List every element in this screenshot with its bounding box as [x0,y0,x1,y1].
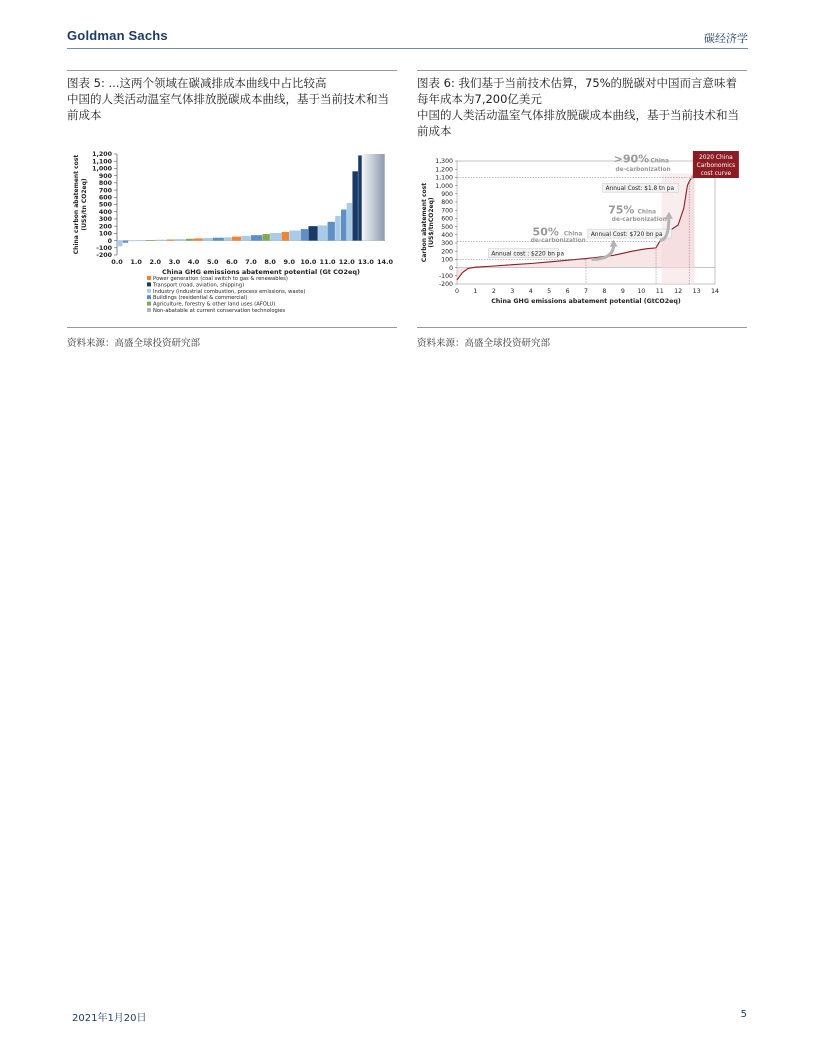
x-tick-label: 0 [454,288,460,295]
cost-bar-12 [224,237,231,240]
x-tick-label: 1 [473,288,478,295]
legend-label-1: Transport (road, aviation, shipping) [153,282,245,289]
x-tick-label: 2.0 [149,258,162,266]
pct-50-decarb: de-carbonization [530,238,586,245]
legend-label-0: Power generation (coal switch to gas & renewables) [153,276,288,282]
cost-bar-3 [136,240,145,241]
legend-swatch-5 [147,308,151,312]
y-tick-label: 300 [98,216,112,224]
x-tick-label: 9 [620,288,625,295]
y-tick-label: 400 [98,208,112,216]
x-tick-label: 5.0 [206,258,219,266]
y-tick-label: 1,300 [435,158,453,166]
header-rule [67,48,748,49]
figure-6-title: 图表 6: 我们基于当前技术估算，75%的脱碳对中国而言意味着每年成本为7,200亿美元 [417,76,738,106]
y-tick-label: 200 [441,248,453,256]
y-tick-label: 500 [98,201,112,209]
y-tick-label: 600 [98,194,112,202]
legend-label-4: Agriculture, forestry & other land uses (AFOLU) [153,301,276,308]
y-tick-label: 1,200 [92,151,112,159]
y-tick-label: 1,100 [92,158,112,166]
legend-swatch-4 [147,302,151,306]
x-axis-label: China GHG emissions abatement potential (GtCO2eq) [491,298,681,305]
x-tick-label: 11 [655,288,664,295]
y-tick-label: -200 [96,252,112,260]
pct-50-china: China [563,231,583,238]
cost-bar-28 [358,155,362,240]
cost-bar-20 [301,229,308,241]
pct-75-decarb: de-carbonization [611,216,667,223]
y-tick-label: 300 [441,240,453,248]
figure-5-source: 资料来源：高盛全球投资研究部 [67,338,201,349]
arrow-50-head [610,240,618,247]
cost-bar-24 [335,216,340,241]
y-axis-label-line-1: China carbon abatement cost [73,154,80,255]
figure-5-top-rule [67,70,397,71]
x-tick-label: 7.0 [245,258,257,266]
cost-bar-1 [123,241,128,243]
cost-bar-26 [347,203,352,241]
y-tick-label: 800 [98,180,112,188]
cost-bar-9 [194,238,203,240]
cost-bar-5 [155,240,166,241]
y-tick-label: -100 [438,273,453,280]
y-axis-label-line-1: Carbon abatement cost [421,182,428,263]
figure-6-source: 资料来源：高盛全球投资研究部 [417,338,551,349]
x-tick-label: 10 [637,288,646,295]
pct-75: 75% [608,203,635,217]
legend-swatch-1 [147,282,151,286]
figure-5-source-rule [67,327,397,328]
badge-line-1: 2020 China [699,155,733,161]
y-tick-label: 500 [441,223,453,231]
legend-swatch-3 [147,295,151,299]
y-tick-label: 800 [441,199,453,207]
y-tick-label: 0 [107,237,112,245]
x-tick-label: 4.0 [187,258,200,266]
cost-bar-22 [318,225,327,240]
x-tick-label: 14 [710,288,720,295]
cost-bar-4 [146,240,155,241]
cost-bar-7 [174,239,185,240]
cost-bar-18 [282,232,289,241]
x-tick-label: 2 [491,288,496,295]
brand-name: Goldman Sachs [67,28,168,43]
cost-bar-15 [251,235,262,240]
x-tick-label: 13 [692,288,701,295]
series-name: 碳经济学 [704,32,748,45]
y-tick-label: 1,100 [435,174,453,182]
cost-bar-2 [128,241,135,242]
y-tick-label: 0 [449,264,453,272]
legend-label-5: Non-abatable at current conservation technologies [153,308,286,314]
x-tick-label: 13.0 [357,258,374,266]
x-tick-label: 12 [674,288,683,295]
x-tick-label: 6.0 [226,258,238,266]
page-number: 5 [740,1009,747,1020]
x-tick-label: 10.0 [300,258,317,266]
y-tick-label: 400 [441,232,453,239]
cost-bar-13 [232,237,241,241]
cost-bar-0 [117,241,122,247]
badge-line-3: cost curve [700,171,732,177]
pct-75-china: China [637,209,657,216]
y-tick-label: 900 [441,191,453,198]
y-tick-label: 1,000 [435,182,453,190]
pct-50: 50% [532,225,559,239]
x-tick-label: 8 [602,288,607,295]
figure-6-panel [417,70,747,139]
x-tick-label: 3.0 [168,258,181,266]
x-tick-label: 5 [547,288,552,295]
figure-5-title: 图表 5: ...这两个领域在碳减排成本曲线中占比较高 [67,76,327,90]
figure-6-top-rule [417,70,747,71]
cost-bar-14 [241,236,250,241]
footer-date: 2021年1月20日 [72,1013,147,1024]
x-tick-label: 12.0 [338,258,355,266]
y-tick-label: -200 [438,281,453,289]
x-tick-label: 9.0 [283,258,296,266]
figure-5-panel [67,70,397,123]
cost-bar-21 [308,226,317,240]
x-tick-label: 14.0 [376,258,394,266]
cost-bar-29 [362,154,385,241]
badge-line-2: Carbonomics [696,163,736,169]
y-tick-label: 700 [98,187,112,195]
cost-bar-25 [341,210,346,241]
figure-6-source-rule [417,327,747,328]
annual-cost-18: Annual Cost: $1.8 tn pa [605,185,675,192]
y-tick-label: 600 [441,215,453,223]
cost-bar-23 [328,222,335,241]
x-tick-label: 4 [528,288,533,295]
figure-6-chart [417,148,747,325]
legend-label-2: Industry (industrial combustion, process emissions, waste) [153,288,306,295]
y-tick-label: 200 [98,223,112,231]
y-tick-label: -100 [96,244,112,252]
y-axis-label-line-2: (US$/tnCO2eq) [428,197,435,248]
figure-5-chart [67,140,397,325]
x-tick-label: 7 [583,288,589,295]
figure-6-subtitle: 中国的人类活动温室气体排放脱碳成本曲线，基于当前技术和当前成本 [417,108,739,138]
cost-bar-11 [213,238,224,241]
cost-bar-19 [289,230,300,240]
figure-5-subtitle: 中国的人类活动温室气体排放脱碳成本曲线，基于当前技术和当前成本 [67,92,389,122]
x-tick-label: 3 [510,288,515,295]
y-axis-label-line-2: (US$/tn CO2eq) [81,178,88,231]
cost-bar-17 [270,233,281,241]
x-tick-label: 0.0 [111,258,123,266]
cost-bar-10 [203,238,212,241]
legend-swatch-0 [147,276,151,280]
cost-bar-16 [262,234,269,240]
annual-cost-720: Annual Cost: $720 bn pa [590,231,663,238]
cost-bar-27 [352,171,357,240]
x-axis-label: China GHG emissions abatement potential (Gt CO2eq) [162,268,360,276]
cost-bar-6 [167,239,174,240]
y-tick-label: 1,000 [92,165,112,173]
y-tick-label: 100 [98,230,112,238]
y-tick-label: 100 [441,256,453,264]
annual-cost-220: Annual cost : $220 bn pa [491,251,565,258]
pct-90-decarb: de-carbonization [615,166,671,173]
y-tick-label: 700 [441,207,453,215]
pct-90-china: China [650,158,669,165]
y-tick-label: 1,200 [435,166,453,174]
x-tick-label: 1.0 [130,258,142,266]
legend-swatch-2 [147,289,151,293]
cost-bar-8 [186,239,193,241]
y-tick-label: 900 [98,172,112,180]
legend-label-3: Buildings (residential & commercial) [153,295,248,302]
x-tick-label: 6 [565,288,570,295]
x-tick-label: 8.0 [264,258,276,266]
pct-90: >90% [613,152,650,166]
x-tick-label: 11.0 [319,258,336,266]
